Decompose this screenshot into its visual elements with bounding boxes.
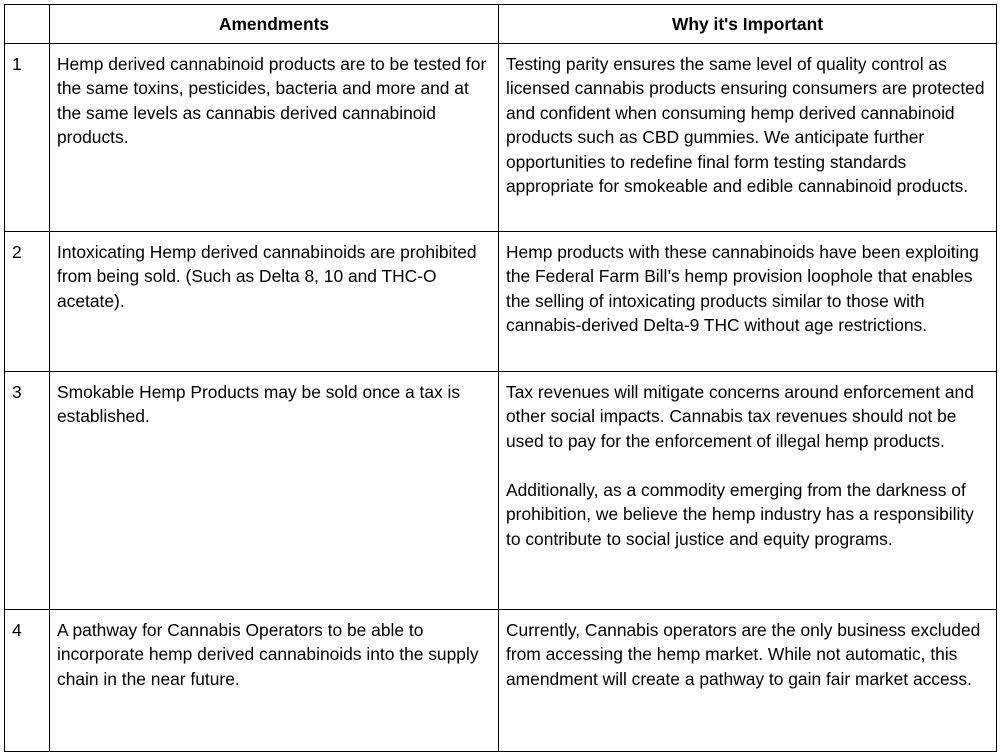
why-text: [499, 609, 997, 751]
row-number: 1: [5, 43, 50, 231]
amendment-text: Intoxicating Hemp derived cannabinoids are prohibited from being sold. (Such as Delta 8, 10 and THC-O acetate).: [50, 231, 499, 371]
row-number: 2: [5, 231, 50, 371]
why-paragraph: Currently, Cannabis operators are the only business excluded from accessing the hemp market. While not automatic, this amendment will create a pathway to gain fair market access.: [506, 619, 981, 689]
why-paragraph: Hemp products with these cannabinoids have been exploiting the Federal Farm Bill’s hemp provision loophole that enables the selling of intoxicating products similar to those with cannabis-derived Delta-9 THC without age restrictions.: [506, 241, 979, 335]
table-row: [5, 609, 997, 751]
table-row: [5, 231, 997, 371]
header-amendments: Amendments: [50, 5, 499, 44]
table-header-row: [5, 5, 997, 44]
why-paragraph: Tax revenues will mitigate concerns around enforcement and other social impacts. Cannabis tax revenues should not be used to pay for the enforcement of illegal hemp products.: [506, 381, 974, 451]
why-paragraph: Additionally, as a commodity emerging from the darkness of prohibition, we believe the hemp industry has a responsibility to contribute to social justice and equity programs.: [506, 479, 974, 549]
why-text: [499, 231, 997, 371]
why-paragraph: Testing parity ensures the same level of quality control as licensed cannabis products ensuring consumers are protected and confident when consuming hemp derived cannabinoid products such as CBD gummies. We anticipate further opportunities to redefine final form testing standards appropriate for smokeable and edible cannabinoid products.: [506, 53, 985, 196]
amendment-text: A pathway for Cannabis Operators to be able to incorporate hemp derived cannabinoids into the supply chain in the near future.: [50, 609, 499, 751]
why-text: [499, 371, 997, 609]
row-number: 3: [5, 371, 50, 609]
table-row: [5, 43, 997, 231]
amendment-text: Hemp derived cannabinoid products are to be tested for the same toxins, pesticides, bacteria and more and at the same levels as cannabis derived cannabinoid products.: [50, 43, 499, 231]
header-why-important: Why it's Important: [499, 5, 997, 44]
table-row: [5, 371, 997, 609]
amendment-text: Smokable Hemp Products may be sold once a tax is established.: [50, 371, 499, 609]
amendments-table: [4, 4, 997, 752]
row-number: 4: [5, 609, 50, 751]
header-number: [5, 5, 50, 44]
why-text: [499, 43, 997, 231]
